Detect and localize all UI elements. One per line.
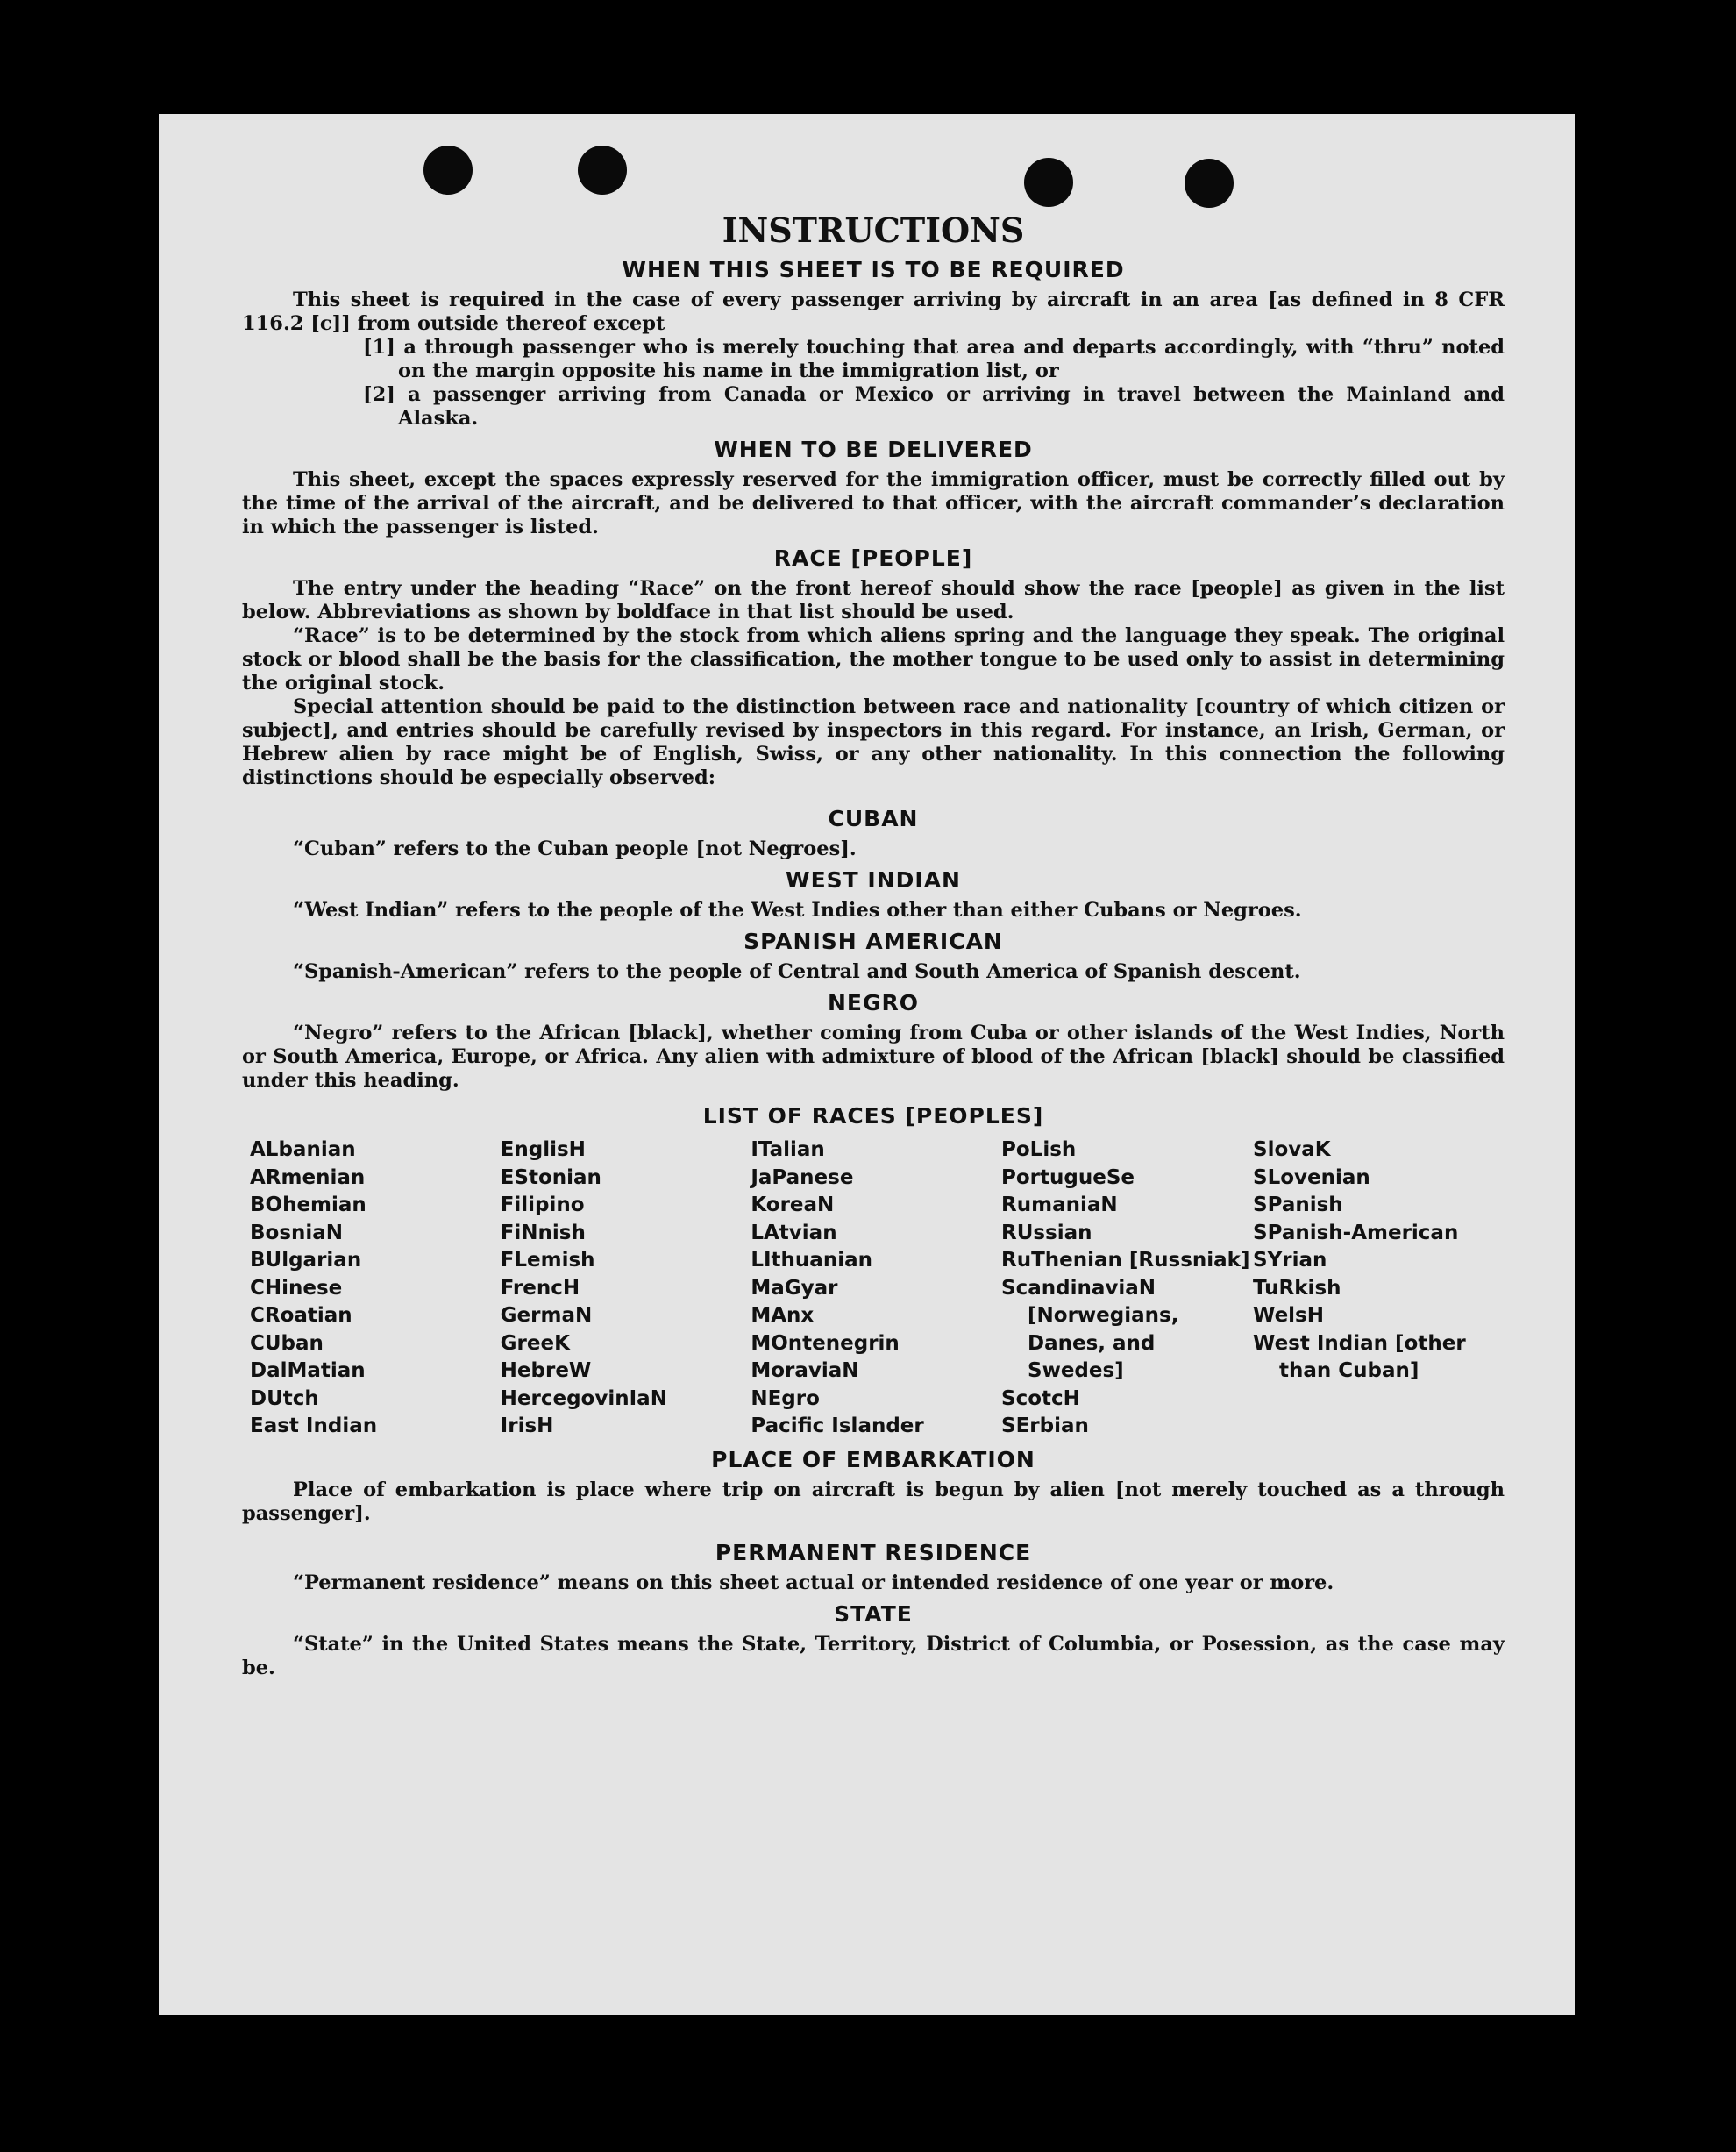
race-item: PortugueSe <box>1001 1165 1135 1189</box>
race-item: DalMatian <box>250 1359 366 1382</box>
negro-text: “Negro” refers to the African [black], whether coming from Cuba or other islands of the West Indies, North or South America, Europe, or Africa. Any alien with admixture of blood of the African [black] should be classified under this heading. <box>242 1022 1505 1092</box>
race-item: FrencH <box>500 1276 580 1300</box>
race-item: CUban <box>250 1331 324 1355</box>
race-item: ScandinaviaN [Norwegians, Danes, and Swedes] <box>1001 1276 1179 1382</box>
punch-hole-2 <box>578 146 627 195</box>
heading-list-of-races: LIST OF RACES [PEOPLES] <box>702 1103 1044 1129</box>
when-delivered-text: This sheet, except the spaces expressly reserved for the immigration officer, must be correctly filled out by the time of the arrival of the aircraft, and be delivered to that officer, with the aircraft commander’s declaration in which the passenger is listed. <box>242 468 1505 538</box>
race-item: PoLish <box>1001 1138 1077 1161</box>
heading-permanent-residence: PERMANENT RESIDENCE <box>715 1539 1032 1565</box>
heading-state: STATE <box>834 1600 913 1627</box>
races-column-2 <box>501 1137 751 1441</box>
instructions-content <box>242 210 1505 1680</box>
race-item: FLemish <box>500 1249 595 1272</box>
race-item: Filipino <box>500 1194 585 1216</box>
page-title: INSTRUCTIONS <box>722 210 1025 250</box>
race-item: West Indian [other than Cuban] <box>1253 1331 1466 1382</box>
race-item: JaPanese <box>751 1165 854 1189</box>
race-item: MoraviaN <box>751 1359 859 1382</box>
race-item: NEgro <box>751 1386 820 1410</box>
heading-spanish-american: SPANISH AMERICAN <box>743 929 1003 954</box>
race-item: GermaN <box>500 1304 593 1327</box>
cuban-text: “Cuban” refers to the Cuban people [not Negroes]. <box>293 837 857 860</box>
heading-when-delivered: WHEN TO BE DELIVERED <box>714 437 1033 462</box>
race-item: FiNnish <box>500 1221 586 1244</box>
race-item: Pacific Islander <box>751 1414 924 1437</box>
race-item: BUlgarian <box>250 1249 362 1272</box>
race-item: SlovaK <box>1253 1138 1331 1161</box>
race-item: WelsH <box>1253 1304 1324 1327</box>
race-item: ALbanian <box>250 1138 356 1161</box>
race-item: BOhemian <box>250 1194 366 1216</box>
residence-text: “Permanent residence” means on this sheet actual or intended residence of one year or more. <box>293 1571 1334 1594</box>
race-item: RuThenian [Russniak] <box>1001 1249 1250 1272</box>
state-text: “State” in the United States means the State, Territory, District of Columbia, or Posession, as the case may be. <box>242 1632 1505 1679</box>
race-item: RUssian <box>1001 1221 1092 1244</box>
heading-when-required: WHEN THIS SHEET IS TO BE REQUIRED <box>622 257 1125 282</box>
when-required-intro: This sheet is required in the case of every passenger arriving by aircraft in an area [as defined in 8 CFR 116.2 [c]] from outside thereof except <box>242 289 1505 335</box>
races-column-5 <box>1253 1137 1505 1441</box>
race-item: CHinese <box>250 1276 343 1300</box>
west-indian-text: “West Indian” refers to the people of the West Indies other than either Cubans or Negroes. <box>293 899 1302 922</box>
punch-hole-4 <box>1185 159 1234 208</box>
punch-hole-1 <box>423 146 473 195</box>
exception-2: [2] a passenger arriving from Canada or Mexico or arriving in travel between the Mainland and Alaska. <box>363 383 1505 430</box>
race-item: MAnx <box>751 1304 815 1327</box>
race-item: SPanish-American <box>1253 1221 1459 1244</box>
heading-place-of-embarkation: PLACE OF EMBARKATION <box>711 1446 1035 1472</box>
heading-west-indian: WEST INDIAN <box>786 867 961 893</box>
race-item: DUtch <box>250 1386 319 1410</box>
race-item: KoreaN <box>751 1194 835 1216</box>
races-column-1 <box>250 1137 501 1441</box>
race-item: SPanish <box>1253 1194 1343 1216</box>
race-item: East Indian <box>250 1414 378 1437</box>
race-item: BosniaN <box>250 1221 344 1244</box>
spanish-american-text: “Spanish-American” refers to the people of Central and South America of Spanish descent. <box>293 960 1301 983</box>
race-item: RumaniaN <box>1001 1194 1118 1216</box>
heading-race: RACE [PEOPLE] <box>773 545 973 571</box>
heading-cuban: CUBAN <box>828 806 919 831</box>
punch-hole-3 <box>1024 158 1073 207</box>
race-item: MOntenegrin <box>751 1331 900 1355</box>
race-item: IrisH <box>500 1414 554 1437</box>
race-item: SYrian <box>1253 1249 1327 1272</box>
race-para-3: Special attention should be paid to the distinction between race and nationality [country of which citizen or subject], and entries should be carefully revised by inspectors in this regard. For instance, an Irish, German, or Hebrew alien by race might be of English, Swiss, or any other nationality. In this connection the following distinctions should be especially observed: <box>242 695 1505 789</box>
race-item: HercegovinIaN <box>500 1386 667 1410</box>
race-item: CRoatian <box>250 1304 352 1327</box>
races-column-3 <box>751 1137 1001 1441</box>
race-item: GreeK <box>500 1331 570 1355</box>
race-item: EnglisH <box>500 1138 586 1161</box>
document-page <box>159 114 1575 2015</box>
exception-1: [1] a through passenger who is merely touching that area and departs accordingly, with “thru” noted on the margin opposite his name in the immigration list, or <box>363 336 1505 382</box>
heading-negro: NEGRO <box>827 990 920 1015</box>
race-item: ARmenian <box>250 1165 366 1189</box>
race-item: EStonian <box>500 1165 601 1189</box>
race-para-2: “Race” is to be determined by the stock from which aliens spring and the language they speak. The original stock or blood shall be the basis for the classification, the mother tongue to be used only to assist in determining the original stock. <box>242 624 1505 695</box>
embarkation-text: Place of embarkation is place where trip on aircraft is begun by alien [not merely touched as a through passenger]. <box>242 1478 1505 1525</box>
race-item: LIthuanian <box>751 1249 872 1272</box>
race-para-1: The entry under the heading “Race” on the front hereof should show the race [people] as given in the list below. Abbreviations as shown by boldface in that list should be used. <box>242 577 1505 624</box>
races-column-4 <box>1001 1137 1253 1441</box>
race-item: SErbian <box>1001 1414 1089 1437</box>
race-item: MaGyar <box>751 1276 838 1300</box>
races-list <box>250 1137 1505 1441</box>
race-item: SLovenian <box>1253 1165 1370 1189</box>
race-item: LAtvian <box>751 1221 837 1244</box>
race-item: TuRkish <box>1253 1276 1341 1300</box>
race-item: ScotcH <box>1001 1386 1080 1410</box>
race-item: ITalian <box>751 1138 825 1161</box>
race-item: HebreW <box>500 1359 592 1382</box>
